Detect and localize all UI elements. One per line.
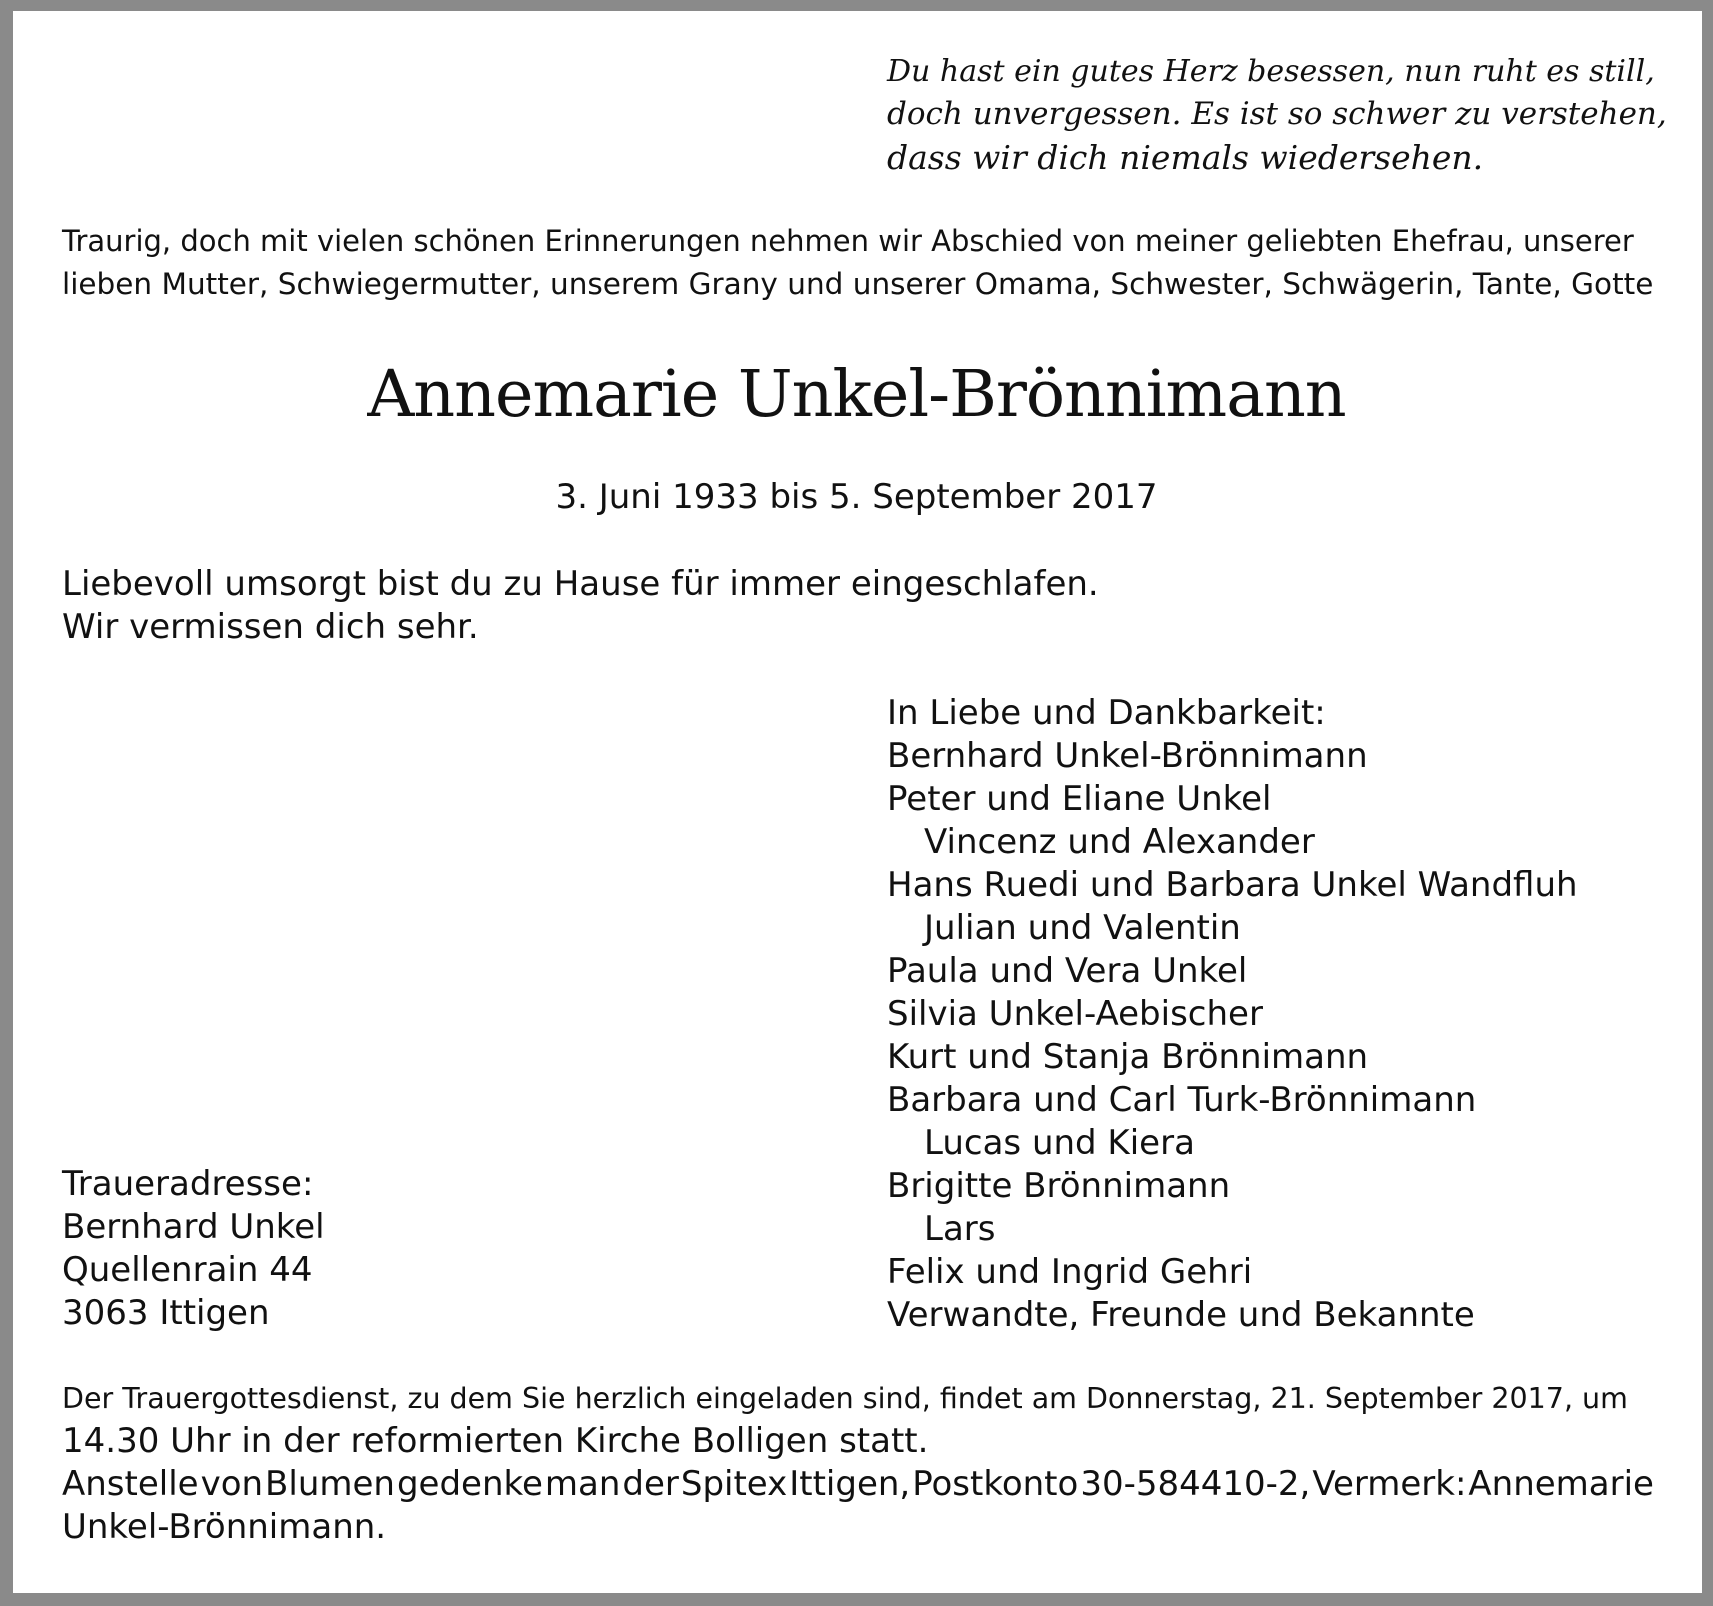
mourner-entry: Kurt und Stanja Brönnimann — [887, 1037, 1369, 1077]
farewell-message — [62, 563, 1099, 649]
mourner-entry: Brigitte Brönnimann — [887, 1166, 1231, 1206]
service-notice — [62, 1377, 1654, 1549]
mourner-entry: Silvia Unkel-Aebischer — [887, 994, 1263, 1034]
mourning-address — [62, 1163, 325, 1335]
donation-word: Vermerk: — [1312, 1464, 1467, 1504]
donation-word: 30-584410-2, — [1080, 1464, 1311, 1504]
message-line: Liebevoll umsorgt bist du zu Hause für immer eingeschlafen. — [62, 564, 1099, 604]
donation-word: man — [544, 1464, 621, 1504]
mourner-entry: Peter und Eliane Unkel — [887, 779, 1272, 819]
service-line: 14.30 Uhr in der reformierten Kirche Bolligen statt. — [62, 1421, 929, 1461]
motto-line: Du hast ein gutes Herz besessen, nun ruht es still, — [887, 54, 1655, 89]
donation-word: Anstelle — [62, 1464, 199, 1504]
donation-word: gedenke — [396, 1464, 543, 1504]
life-dates: 3. Juni 1933 bis 5. September 2017 — [555, 477, 1158, 517]
motto-line: dass wir dich niemals wiedersehen. — [887, 138, 1484, 177]
donation-word: Postkonto — [912, 1464, 1079, 1504]
mourner-entry: Barbara und Carl Turk-Brönnimann — [887, 1080, 1477, 1120]
address-line: Bernhard Unkel — [62, 1207, 325, 1247]
motto-verse — [887, 50, 1667, 179]
mourners-list — [887, 692, 1578, 1337]
donation-word: von — [200, 1464, 264, 1504]
mourner-entry: Felix und Ingrid Gehri — [887, 1252, 1253, 1292]
mourner-entry: Julian und Valentin — [924, 908, 1241, 948]
mourner-entry: Verwandte, Freunde und Bekannte — [887, 1295, 1475, 1335]
mourner-entry: Vincenz und Alexander — [924, 822, 1315, 862]
donation-word: Annemarie — [1468, 1464, 1654, 1504]
donation-line-end: Unkel-Brönnimann. — [62, 1507, 387, 1547]
donation-word: der — [622, 1464, 679, 1504]
motto-line: doch unvergessen. Es ist so schwer zu verstehen, — [887, 96, 1667, 132]
intro-line: Traurig, doch mit vielen schönen Erinnerungen nehmen wir Abschied von meiner geliebten Ehefrau, unserer — [62, 224, 1634, 258]
donation-word: Spitex — [680, 1464, 788, 1504]
message-line: Wir vermissen dich sehr. — [62, 607, 479, 647]
donation-line — [62, 1463, 1654, 1506]
donation-word: Blumen — [265, 1464, 395, 1504]
mourners-heading: In Liebe und Dankbarkeit: — [887, 693, 1326, 733]
mourner-entry: Bernhard Unkel-Brönnimann — [887, 736, 1368, 776]
mourner-entry: Lucas und Kiera — [924, 1123, 1195, 1163]
donation-word: Ittigen, — [789, 1464, 911, 1504]
mourner-entry: Lars — [924, 1209, 996, 1249]
address-line: 3063 Ittigen — [62, 1293, 270, 1333]
service-line: Der Trauergottesdienst, zu dem Sie herzlich eingeladen sind, findet am Donnerstag, 21. September 2017, um — [62, 1382, 1628, 1415]
deceased-name: Annemarie Unkel-Brönnimann — [367, 357, 1346, 432]
mourner-entry: Hans Ruedi und Barbara Unkel Wandfluh — [887, 865, 1578, 905]
address-line: Quellenrain 44 — [62, 1250, 313, 1290]
intro-line: lieben Mutter, Schwiegermutter, unserem Grany und unserer Omama, Schwester, Schwägerin, Tante, Gotte — [62, 267, 1654, 301]
address-heading: Traueradresse: — [62, 1164, 314, 1204]
mourner-entry: Paula und Vera Unkel — [887, 951, 1248, 991]
intro-text — [62, 220, 1654, 306]
